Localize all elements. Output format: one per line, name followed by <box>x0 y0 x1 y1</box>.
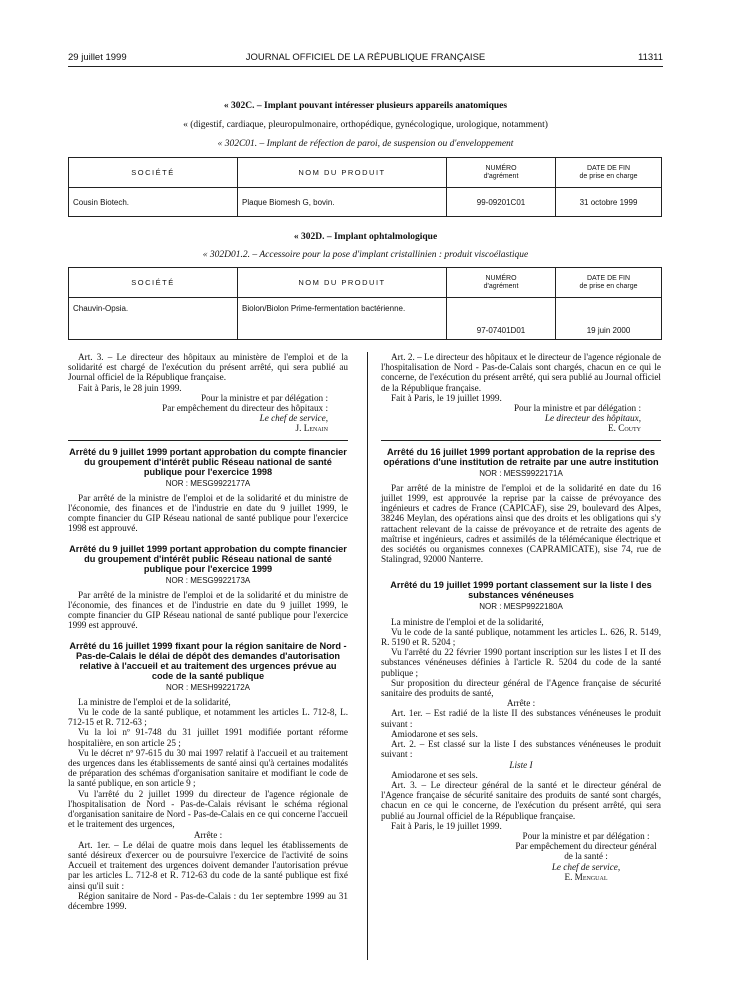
col-numero: NUMÉRO d'agrément <box>447 158 556 188</box>
arrete-paragraph: Sur proposition du directeur général de l'Agence française de sécurité sanitaire des produits de santé, <box>381 677 661 699</box>
page-header <box>68 52 663 66</box>
signature-empechement: Par empêchement du directeur des hôpitaux : <box>162 403 328 414</box>
section-302c01-item: « 302C01. – Implant de réfection de paroi, de suspension ou d'enveloppement <box>217 139 514 149</box>
cell-numero: 97-07401D01 <box>447 298 556 340</box>
arrete-paragraph: La ministre de l'emploi et de la solidarité, <box>78 696 231 707</box>
signature-name: E. Mengual <box>564 871 608 882</box>
cell-produit: Plaque Biomesh G, bovin. <box>238 188 447 217</box>
signature-date: Fait à Paris, le 19 juillet 1999. <box>391 820 502 831</box>
table-header-row <box>69 268 662 298</box>
arrete-title: Arrêté du 16 juillet 1999 fixant pour la région sanitaire de Nord - Pas-de-Calais le délai de dépôt des demandes d'autorisation relative à l'accueil et au traitement des urgences prévue au code de la santé publique <box>69 640 347 681</box>
article-2: Art. 2. – Le directeur des hôpitaux et le directeur de l'agence régionale de l'hospitalisation de Nord - Pas-de-Calais sont chargés, chacun en ce qui le concerne, de l'exécution du présent arrêté, qui sera publié au Journal officiel de la République française. <box>381 352 661 393</box>
arrete-text: Par arrêté de la ministre de l'emploi et de la solidarité en date du 16 juillet 1999, est approuvée la reprise par la caisse de prévoyance des ingénieurs et cadres de France (CAPICAF), sise 29, boulevard des Alpes, 38246 Meylan, des opérations ainsi que des droits et les obligations qui s'y rattachent relevant de la caisse de prévoyance et de retraite des agents de maîtrise et ingénieurs, cadres et assimilés de la télémécanique électrique et des sociétés ou organismes connexes (CAPRAMICATE), sise 74, rue de Stalingrad, 92000 Nanterre. <box>381 482 661 565</box>
product-name: Amiodarone et ses sels. <box>391 728 478 739</box>
signature-role: Le chef de service, <box>259 413 328 424</box>
section-302d-title: « 302D. – Implant ophtalmologique <box>293 232 438 242</box>
divider <box>68 440 348 441</box>
table-row <box>69 298 662 340</box>
arrete-paragraph: Vu l'arrêté du 22 février 1990 portant inscription sur les listes I et II des substances vénéneuses définies à l'article R. 5204 du code de la santé publique ; <box>381 647 661 678</box>
right-column <box>381 352 661 882</box>
arrete-nor: NOR : MESG9922173A <box>165 575 251 585</box>
signature-name: J. Lenain <box>295 423 328 434</box>
signature-empechement: Par empêchement du directeur général de la santé : <box>515 841 657 862</box>
article-2: Art. 2. – Est classé sur la liste I des substances vénéneuses le produit suivant : <box>381 739 661 760</box>
arrete-paragraph: Vu l'arrêté du 2 juillet 1999 du directeur de l'agence régionale de l'hospitalisation de Nord - Pas-de-Calais révisant le schéma régional d'organisation sanitaire de Nord - Pas-de-Calais en ce qui concerne l'accueil et le traitement des urgences, <box>68 788 348 830</box>
col-societe: SOCIÉTÉ <box>69 158 238 188</box>
arrete-paragraph: Vu le code de la santé publique, notamment les articles L. 626, R. 5149, R. 5190 et R. 5204 ; <box>381 626 661 648</box>
left-column <box>68 352 348 911</box>
arrete-nor: NOR : MESH9922172A <box>165 682 251 692</box>
header-page-number: 11311 <box>637 52 663 63</box>
arrete-label: Arrête : <box>506 698 536 709</box>
arrete-label: Arrête : <box>193 829 223 840</box>
section-302d01-item: « 302D01.2. – Accessoire pour la pose d'implant cristallinien : produit viscoélastique <box>202 250 529 260</box>
arrete-title: Arrêté du 9 juillet 1999 portant approbation du compte financier du groupement d'intérêt public Réseau national de santé publique pour l'exercice 1998 <box>69 446 347 477</box>
cell-date: 31 octobre 1999 <box>556 188 662 217</box>
header-rule <box>68 66 663 67</box>
col-date: DATE DE FIN de prise en charge <box>556 158 662 188</box>
arrete-paragraph: Vu la loi nº 91-748 du 31 juillet 1991 modifiée portant réforme hospitalière, en son article 25 ; <box>68 727 348 748</box>
article-3: Art. 3. – Le directeur général de la santé et le directeur général de l'Agence française de sécurité sanitaire des produits de santé sont chargés, chacun en ce qui le concerne, de l'exécution du présent arrêté, qui sera publié au Journal officiel de la République française. <box>381 779 661 821</box>
signature-delegation: Pour la ministre et par délégation : <box>522 830 650 841</box>
table-row <box>69 188 662 217</box>
col-societe: SOCIÉTÉ <box>69 268 238 298</box>
article-3: Art. 3. – Le directeur des hôpitaux au ministère de l'emploi et de la solidarité est chargé de l'exécution du présent arrêté, qui sera publié au Journal officiel de la République française. <box>68 352 348 383</box>
arrete-nor: NOR : MESG9922177A <box>165 478 251 488</box>
signature-delegation: Pour la ministre et par délégation : <box>513 403 641 414</box>
column-separator <box>367 352 368 960</box>
arrete-nor: NOR : MESS9922171A <box>479 468 563 478</box>
arrete-text: Par arrêté de la ministre de l'emploi et de la solidarité et du ministre de l'économie, des finances et de l'industrie en date du 9 juillet 1999, le compte financier du GIP Réseau national de santé publique pour l'exercice 1998 est approuvé. <box>68 492 348 534</box>
signature-date: Fait à Paris, le 19 juillet 1999. <box>391 392 502 403</box>
arrete-paragraph: La ministre de l'emploi et de la solidarité, <box>391 616 544 627</box>
col-produit: NOM DU PRODUIT <box>238 158 447 188</box>
table-302c <box>68 157 662 217</box>
list-label: Liste I <box>509 759 533 770</box>
table-header-row <box>69 158 662 188</box>
divider <box>381 440 661 441</box>
arrete-paragraph: Vu le code de la santé publique, et notamment les articles L. 712-8, L. 712-15 et R. 712-63 ; <box>68 707 348 728</box>
arrete-title: Arrêté du 19 juillet 1999 portant classement sur la liste I des substances vénéneuses <box>390 580 652 601</box>
arrete-text: Par arrêté de la ministre de l'emploi et de la solidarité et du ministre de l'économie, des finances et de l'industrie en date du 9 juillet 1999, le compte financier du GIP Réseau national de santé publique pour l'exercice 1999 est approuvé. <box>68 589 348 631</box>
signature-role: Le directeur des hôpitaux, <box>544 413 641 424</box>
arrete-nor: NOR : MESP9922180A <box>479 602 563 612</box>
col-date: DATE DE FIN de prise en charge <box>556 268 662 298</box>
signature-role: Le chef de service, <box>551 861 621 872</box>
table-302d <box>68 267 662 340</box>
section-302c-subtitle: « (digestif, cardiaque, pleuropulmonaire, orthopédique, gynécologique, urologique, notamment) <box>183 120 548 130</box>
signature-delegation: Pour la ministre et par délégation : <box>200 392 328 403</box>
cell-societe: Cousin Biotech. <box>69 188 238 217</box>
arrete-title: Arrêté du 9 juillet 1999 portant approbation du compte financier du groupement d'intérêt public Réseau national de santé publique pour l'exercice 1999 <box>69 543 347 574</box>
product-name: Amiodarone et ses sels. <box>391 769 478 780</box>
article-1: Art. 1er. – Est radié de la liste II des substances vénéneuses le produit suivant : <box>381 708 661 729</box>
arrete-title: Arrêté du 16 juillet 1999 portant approbation de la reprise des opérations d'une institution de retraite par une autre institution <box>383 446 659 467</box>
cell-numero: 99-09201C01 <box>447 188 556 217</box>
col-numero: NUMÉRO d'agrément <box>447 268 556 298</box>
col-produit: NOM DU PRODUIT <box>238 268 447 298</box>
arrete-paragraph: Vu le décret nº 97-615 du 30 mai 1997 relatif à l'accueil et au traitement des urgences dans les établissements de santé ainsi qu'à certaines modalités de préparation des schémas d'organisation sanitaire et modifiant le code de la santé publique, en son article 9 ; <box>68 747 348 789</box>
cell-date: 19 juin 2000 <box>556 298 662 340</box>
signature-name: E. Couty <box>608 423 641 434</box>
header-date: 29 juillet 1999 <box>68 52 127 63</box>
article-1: Art. 1er. – Le délai de quatre mois dans lequel les établissements de santé désireux d'exercer ou de poursuivre l'exercice de l'activité de soins Accueil et traitement des urgences doivent demander l'autorisation prévue par les articles L. 712-8 et R. 712-63 du code de la santé publique est fixé ainsi qu'il suit : <box>68 839 348 891</box>
signature-date: Fait à Paris, le 28 juin 1999. <box>78 382 182 393</box>
cell-societe: Chauvin-Opsia. <box>69 298 238 340</box>
cell-produit: Biolon/Biolon Prime-fermentation bactérienne. <box>238 298 447 340</box>
region-schedule: Région sanitaire de Nord - Pas-de-Calais : du 1er septembre 1999 au 31 décembre 1999. <box>68 890 348 911</box>
header-journal: JOURNAL OFFICIEL DE LA RÉPUBLIQUE FRANÇAISE <box>245 52 486 63</box>
section-302c-title: « 302C. – Implant pouvant intéresser plusieurs appareils anatomiques <box>223 101 508 111</box>
